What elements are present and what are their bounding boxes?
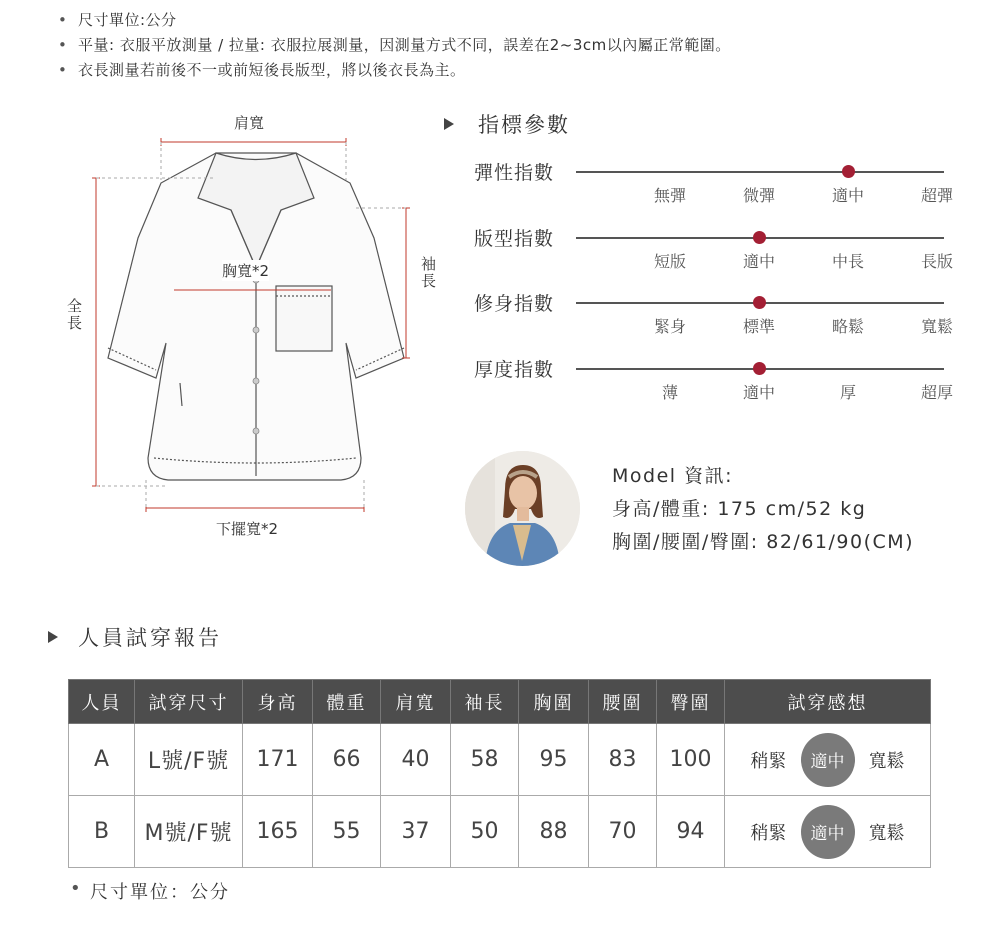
- note-measure: • 平量: 衣服平放測量 / 拉量: 衣服拉展測量，因測量方式不同，誤差在2~3cm以內屬正常範圍。: [58, 33, 731, 58]
- cell-sleeve: 58: [451, 724, 519, 796]
- header-chest: 胸圍: [519, 680, 589, 724]
- cell-chest: 95: [519, 724, 589, 796]
- unit-footnote: • 尺寸單位：公分: [70, 878, 230, 904]
- cell-hip: 100: [657, 724, 725, 796]
- report-heading: [48, 622, 222, 652]
- header-weight: 體重: [313, 680, 381, 724]
- cell-weight: 66: [313, 724, 381, 796]
- cell-waist: 83: [589, 724, 657, 796]
- indicator-track: [576, 171, 944, 173]
- shirt-illustration: [56, 108, 456, 548]
- fit-scale: [725, 733, 930, 787]
- indicator-selected-dot: [753, 231, 766, 244]
- model-measurements: 胸圍/腰圍/臀圍: 82/61/90(CM): [612, 531, 915, 553]
- table-row: [69, 724, 931, 796]
- indicator-option: 超厚: [920, 383, 953, 402]
- cell-feedback: [725, 724, 931, 796]
- cell-hip: 94: [657, 796, 725, 868]
- indicator-title: 指標參數: [478, 113, 570, 137]
- indicator-row: [474, 224, 953, 274]
- indicator-option: 適中: [831, 186, 864, 205]
- indicator-selected-dot: [753, 296, 766, 309]
- cell-weight: 55: [313, 796, 381, 868]
- fit-selected-badge: 適中: [801, 805, 855, 859]
- indicator-option: 超彈: [920, 186, 953, 205]
- header-height: 身高: [243, 680, 313, 724]
- label-hem: 下擺寬*2: [216, 520, 279, 538]
- indicator-option: 厚: [839, 383, 856, 402]
- indicator-option: 適中: [742, 383, 775, 402]
- indicator-option: 適中: [742, 252, 775, 271]
- header-hip: 臀圍: [657, 680, 725, 724]
- cell-height: 165: [243, 796, 313, 868]
- indicator-name: 彈性指數: [474, 162, 555, 184]
- fit-loose: 寬鬆: [868, 822, 905, 844]
- header-waist: 腰圍: [589, 680, 657, 724]
- table-header-row: [69, 680, 931, 724]
- model-photo: [465, 451, 580, 566]
- indicator-option: 中長: [831, 252, 864, 271]
- model-title: Model 資訊:: [612, 465, 733, 487]
- indicator-option: 長版: [920, 252, 953, 271]
- cell-person: A: [69, 724, 135, 796]
- cell-size: M號/F號: [135, 796, 243, 868]
- fit-tight: 稍緊: [750, 822, 787, 844]
- garment-diagram: [56, 108, 456, 548]
- header-sleeve: 袖長: [451, 680, 519, 724]
- indicator-row: [474, 158, 953, 208]
- note-unit: • 尺寸單位:公分: [58, 8, 731, 33]
- model-avatar: [465, 451, 580, 566]
- triangle-icon: [48, 631, 58, 643]
- fitting-report-table: [68, 679, 931, 868]
- indicator-option: 微彈: [742, 186, 775, 205]
- header-feedback: 試穿感想: [725, 680, 931, 724]
- triangle-icon: [444, 118, 454, 130]
- cell-size: L號/F號: [135, 724, 243, 796]
- model-info: [612, 460, 914, 559]
- header-size: 試穿尺寸: [135, 680, 243, 724]
- cell-shoulder: 40: [381, 724, 451, 796]
- note-length: • 衣長測量若前後不一或前短後長版型，將以後衣長為主。: [58, 58, 731, 83]
- indicator-option: 略鬆: [831, 317, 864, 336]
- indicator-option: 無彈: [653, 186, 686, 205]
- label-sleeve: 袖長: [419, 256, 437, 290]
- indicator-name: 修身指數: [474, 293, 555, 315]
- cell-person: B: [69, 796, 135, 868]
- indicator-option: 短版: [653, 252, 686, 271]
- indicator-name: 版型指數: [474, 228, 555, 250]
- indicator-panel: [440, 108, 960, 402]
- model-height-weight: 身高/體重: 175 cm/52 kg: [612, 498, 867, 520]
- cell-sleeve: 50: [451, 796, 519, 868]
- fit-selected-badge: 適中: [801, 733, 855, 787]
- header-person: 人員: [69, 680, 135, 724]
- cell-shoulder: 37: [381, 796, 451, 868]
- cell-feedback: [725, 796, 931, 868]
- label-shoulder: 肩寬: [234, 114, 265, 132]
- size-notes: [58, 8, 731, 83]
- indicator-selected-dot: [842, 165, 855, 178]
- cell-waist: 70: [589, 796, 657, 868]
- indicator-heading: [440, 108, 960, 140]
- fit-loose: 寬鬆: [868, 750, 905, 772]
- fit-tight: 稍緊: [750, 750, 787, 772]
- header-shoulder: 肩寬: [381, 680, 451, 724]
- indicator-selected-dot: [753, 362, 766, 375]
- cell-height: 171: [243, 724, 313, 796]
- fit-scale: [725, 805, 930, 859]
- indicator-name: 厚度指數: [474, 359, 555, 381]
- indicator-option: 標準: [742, 317, 775, 336]
- indicator-row: [474, 289, 953, 339]
- indicator-row: [474, 355, 953, 405]
- table-row: [69, 796, 931, 868]
- label-length: 全長: [65, 298, 83, 332]
- indicator-option: 薄: [661, 383, 678, 402]
- indicator-option: 寬鬆: [920, 317, 953, 336]
- report-title: 人員試穿報告: [78, 626, 222, 650]
- label-chest: 胸寬*2: [222, 262, 270, 280]
- indicator-option: 緊身: [653, 317, 686, 336]
- cell-chest: 88: [519, 796, 589, 868]
